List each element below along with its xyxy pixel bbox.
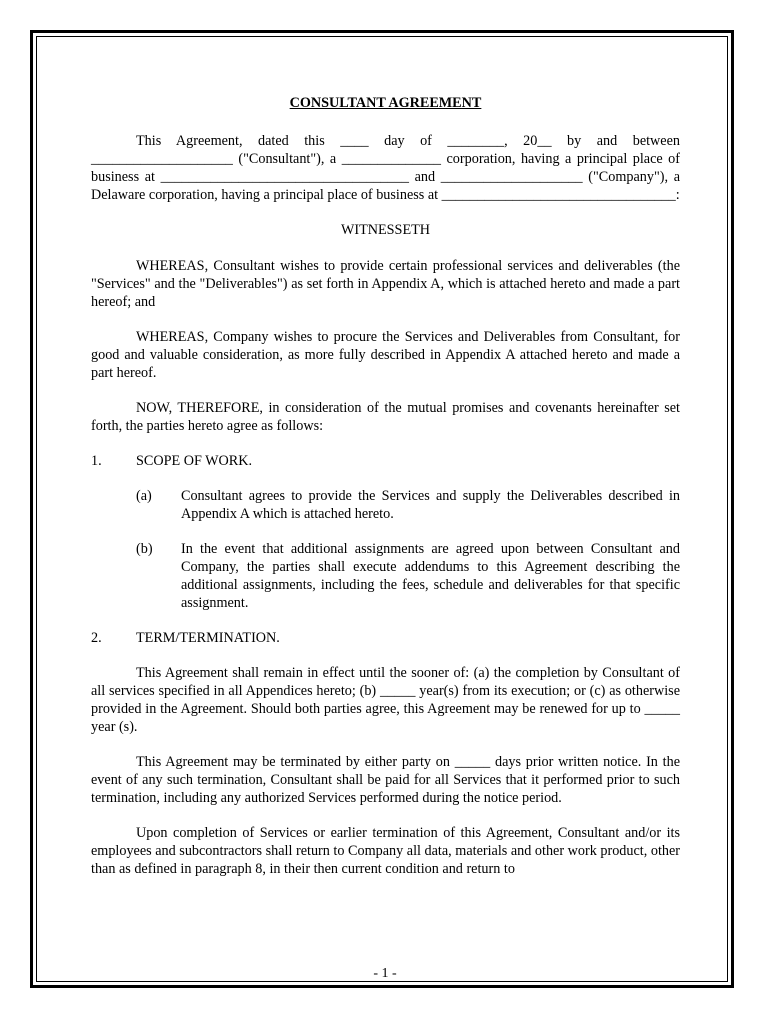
now-therefore-paragraph: NOW, THEREFORE, in consideration of the mutual promises and covenants hereinafter set forth, the parties hereto agree as follows: — [91, 400, 680, 434]
term-paragraph-2: This Agreement may be terminated by either party on _____ days prior written notice. In the event of any such termination, Consultant shall be paid for all Services that it performed prior to such termination, including any authorized Services performed during the notice period. — [91, 754, 680, 806]
whereas-paragraph-2: WHEREAS, Company wishes to procure the Services and Deliverables from Consultant, for good and valuable consideration, as more fully described in Appendix A attached hereto and made a part hereof. — [91, 329, 680, 381]
term-paragraph-3: Upon completion of Services or earlier termination of this Agreement, Consultant and/or its employees and subcontractors shall return to Company all data, materials and other work product, other than as defined in paragraph 8, in their then current condition and return to — [91, 825, 680, 877]
witnesseth-heading: WITNESSETH — [340, 222, 431, 238]
section-1-heading — [91, 452, 680, 470]
page-number: - 1 - — [373, 966, 397, 981]
document-title: CONSULTANT AGREEMENT — [289, 95, 482, 111]
section-1-item-b — [136, 540, 680, 612]
item-text: In the event that additional assignments are agreed upon between Consultant and Company, the parties shall execute addendums to this Agreement describing the additional assignments, including the fees, schedule and deliverables for that specific assignment. — [181, 541, 680, 611]
section-1-item-a — [136, 487, 680, 523]
intro-paragraph: This Agreement, dated this ____ day of ________, 20__ by and between ____________________ ("Consultant"), a ______________ corporation, having a principal place of business at ___________________________________ and ____________________ ("Company"), a Delaware corporation, having a principal place of business at _________________________________: — [91, 133, 680, 203]
section-2-heading — [91, 629, 680, 647]
item-letter: (a) — [136, 488, 152, 504]
section-2-number: 2. — [91, 630, 102, 646]
document-body — [91, 94, 680, 895]
section-2-title: TERM/TERMINATION. — [136, 630, 280, 646]
term-paragraph-1: This Agreement shall remain in effect until the sooner of: (a) the completion by Consultant of all services specified in all Appendices hereto; (b) _____ year(s) from its execution; or (c) as otherwise provided in the Agreement. Should both parties agree, this Agreement may be renewed for up to _____ year (s). — [91, 665, 680, 735]
section-1-number: 1. — [91, 453, 102, 469]
whereas-paragraph-1: WHEREAS, Consultant wishes to provide certain professional services and deliverables (the "Services" and the "Deliverables") as set forth in Appendix A, which is attached hereto and made a part hereof; and — [91, 258, 680, 310]
item-text: Consultant agrees to provide the Services and supply the Deliverables described in Appendix A which is attached hereto. — [181, 488, 680, 522]
section-1-title: SCOPE OF WORK. — [136, 453, 253, 469]
item-letter: (b) — [136, 541, 153, 557]
